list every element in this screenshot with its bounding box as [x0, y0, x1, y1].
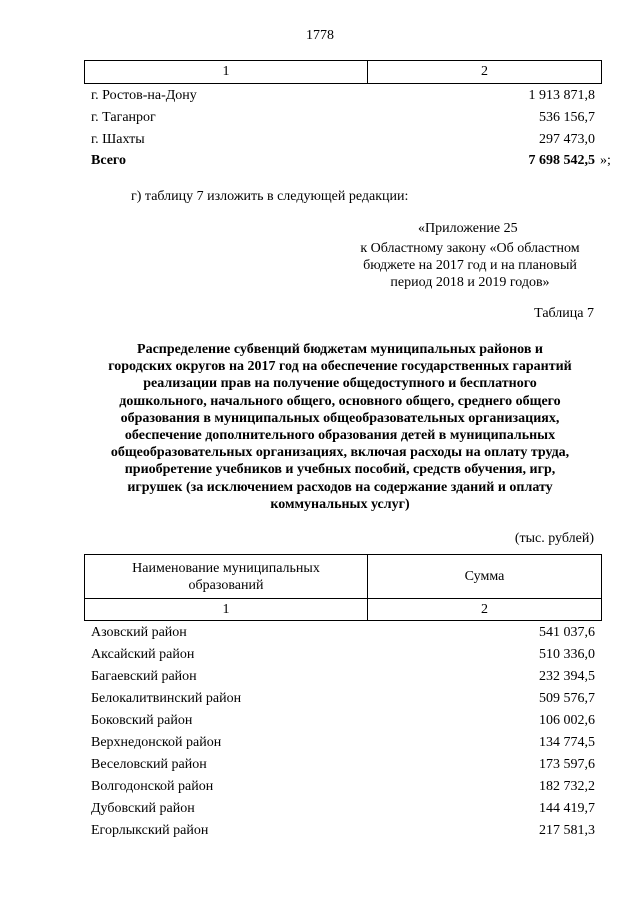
- row-name: г. Ростов-на-Дону: [91, 88, 197, 103]
- table-row: [91, 130, 595, 150]
- instruction-text: г) таблицу 7 изложить в следующей редакции:: [131, 189, 409, 204]
- table-row: [91, 108, 595, 128]
- row-value: 541 037,6: [539, 625, 595, 640]
- closing-quote: »;: [600, 153, 611, 168]
- row-value: 297 473,0: [539, 132, 595, 147]
- row-name: Белокалитвинский район: [91, 691, 242, 706]
- row-value: 232 394,5: [539, 669, 595, 684]
- table2-header-numbers: [84, 598, 602, 621]
- table-row: [91, 623, 595, 643]
- table-row: [91, 733, 595, 753]
- row-value: 1 913 871,8: [528, 88, 595, 103]
- table-row: [91, 777, 595, 797]
- table-row: [91, 689, 595, 709]
- row-value: 144 419,7: [539, 801, 595, 816]
- row-name: г. Шахты: [91, 132, 145, 147]
- row-name: г. Таганрог: [91, 110, 156, 125]
- table-row: [91, 667, 595, 687]
- appendix-block: [340, 220, 600, 291]
- row-value: 173 597,6: [539, 757, 595, 772]
- row-name: Волгодонской район: [91, 779, 214, 794]
- title-line: реализации прав на получение общедоступного и бесплатного: [143, 376, 537, 392]
- table-row: [91, 86, 595, 106]
- row-value: 509 576,7: [539, 691, 595, 706]
- row-value: 134 774,5: [539, 735, 595, 750]
- table-row: [91, 645, 595, 665]
- table-row: [91, 755, 595, 775]
- row-value: 510 336,0: [539, 647, 595, 662]
- table-row: [91, 821, 595, 841]
- row-name: Дубовский район: [91, 801, 195, 816]
- table2-header-sum: Сумма: [464, 568, 505, 584]
- row-value: 536 156,7: [539, 110, 595, 125]
- row-name: Азовский район: [91, 625, 187, 640]
- table-total-row: [91, 151, 595, 171]
- table1-header-col1: 1: [85, 61, 368, 83]
- title-line: образования в муниципальных общеобразовательных организациях,: [120, 410, 560, 426]
- row-name: Егорлыкский район: [91, 823, 209, 838]
- header-name-line2: образований: [188, 577, 264, 593]
- table-title: [80, 341, 600, 513]
- title-line: игрушек (за исключением расходов на содержание зданий и оплату: [127, 479, 553, 495]
- title-line: обеспечение дополнительного образования детей в муниципальных: [124, 428, 556, 444]
- row-value: 182 732,2: [539, 779, 595, 794]
- title-line: дошкольного, начального общего, основного общего, среднего общего: [119, 393, 561, 409]
- title-line: общеобразовательных организациях, включая расходы на оплату труда,: [110, 445, 570, 461]
- row-name: Багаевский район: [91, 669, 197, 684]
- table-label: Таблица 7: [534, 306, 594, 321]
- title-line: коммунальных услуг): [270, 496, 410, 512]
- total-value: 7 698 542,5: [528, 153, 595, 168]
- appendix-line3: бюджете на 2017 год и на плановый: [363, 258, 577, 273]
- row-value: 106 002,6: [539, 713, 595, 728]
- table2-header: [84, 554, 602, 598]
- row-name: Верхнедонской район: [91, 735, 222, 750]
- row-name: Веселовский район: [91, 757, 207, 772]
- table-row: [91, 799, 595, 819]
- title-line: приобретение учебников и учебных пособий, средств обучения, игр,: [124, 462, 556, 478]
- header-name-line1: Наименование муниципальных: [132, 560, 320, 576]
- table1-header-col2: 2: [481, 64, 488, 79]
- row-name: Боковский район: [91, 713, 193, 728]
- table1-header: [84, 60, 602, 84]
- row-name: Аксайский район: [91, 647, 195, 662]
- page-number: 1778: [306, 28, 334, 43]
- row-value: 217 581,3: [539, 823, 595, 838]
- appendix-line2: к Областному закону «Об областном: [360, 241, 580, 256]
- title-line: Распределение субвенций бюджетам муниципальных районов и: [137, 342, 543, 357]
- title-line: городских округов на 2017 год на обеспечение государственных гарантий: [108, 359, 572, 375]
- units-label: (тыс. рублей): [514, 531, 594, 546]
- appendix-line1: «Приложение 25: [418, 221, 518, 236]
- table2-header-num2: 2: [481, 601, 488, 617]
- total-label: Всего: [91, 153, 126, 168]
- table2-header-num1: 1: [85, 599, 368, 620]
- appendix-line4: период 2018 и 2019 годов»: [390, 275, 550, 290]
- table2-header-name: [85, 555, 368, 598]
- table-row: [91, 711, 595, 731]
